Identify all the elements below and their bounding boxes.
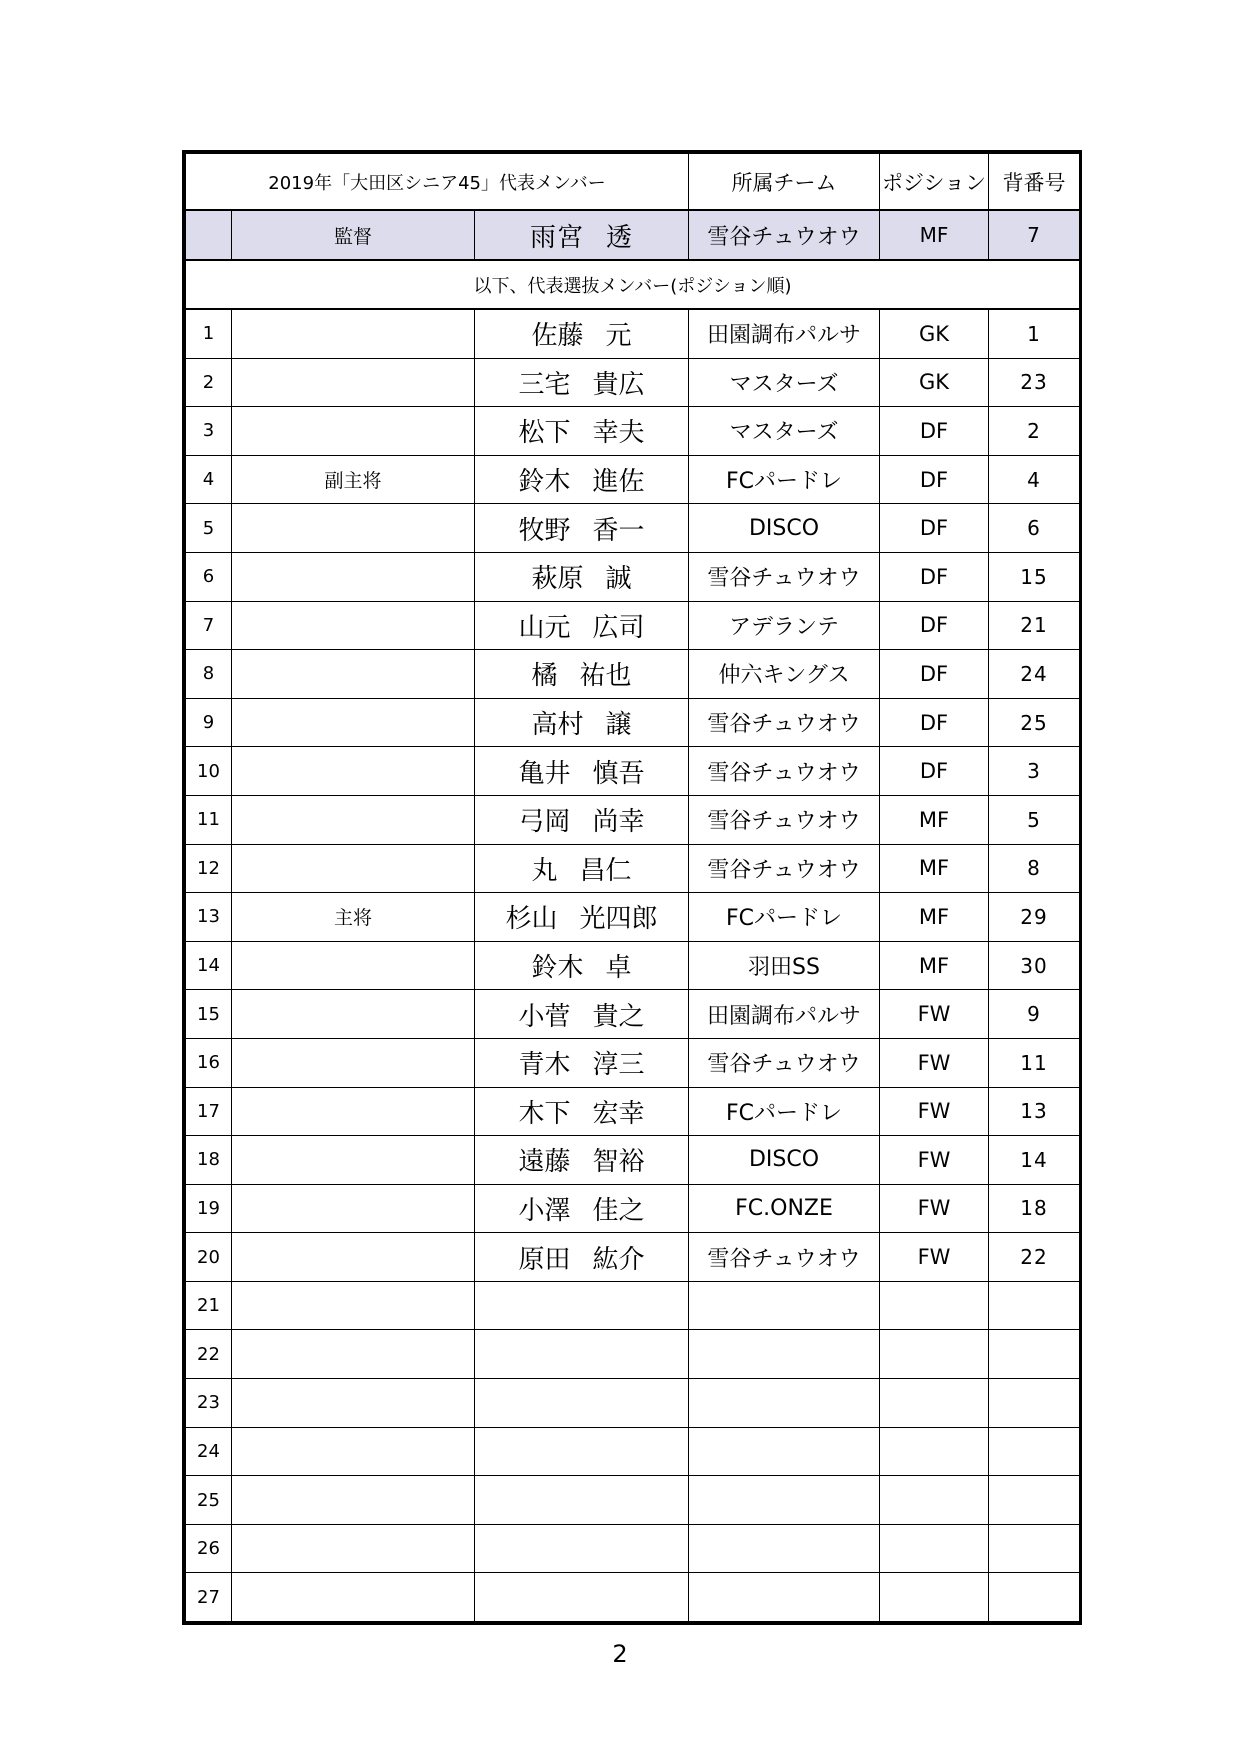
player-surname: 亀井 [518,758,571,789]
player-team [689,1573,880,1622]
player-number: 25 [989,698,1080,747]
player-index: 18 [186,1136,232,1185]
player-given-name: 慎吾 [592,758,645,789]
player-team: DISCO [689,1136,880,1185]
player-name [475,650,689,699]
player-surname: 三宅 [518,369,571,400]
player-number [989,1573,1080,1622]
player-team: 雪谷チュウオウ [689,1233,880,1282]
player-index: 9 [186,698,232,747]
player-role [232,1573,475,1622]
player-given-name: 香一 [592,515,645,546]
player-position [880,1330,989,1379]
player-given-name: 昌仁 [579,855,632,886]
table-row [186,1136,1080,1185]
player-role [232,1136,475,1185]
player-index: 21 [186,1281,232,1330]
table-row [186,407,1080,456]
player-name [475,941,689,990]
coach-number: 7 [989,210,1080,260]
player-role [232,1184,475,1233]
player-team [689,1379,880,1428]
player-index: 11 [186,795,232,844]
player-number: 23 [989,358,1080,407]
player-team: 雪谷チュウオウ [689,795,880,844]
player-given-name: 幸夫 [592,418,645,449]
player-surname: 丸 [531,855,558,886]
player-number [989,1427,1080,1476]
player-number: 14 [989,1136,1080,1185]
player-number: 30 [989,941,1080,990]
table-row [186,1524,1080,1573]
player-given-name: 智裕 [592,1147,645,1178]
player-name [475,1184,689,1233]
player-team: 雪谷チュウオウ [689,698,880,747]
player-surname: 小澤 [518,1195,571,1226]
player-role [232,1427,475,1476]
player-surname: 佐藤 [531,321,584,352]
player-role [232,1087,475,1136]
player-team: 雪谷チュウオウ [689,1038,880,1087]
player-team [689,1330,880,1379]
player-position: FW [880,1038,989,1087]
player-team: マスターズ [689,358,880,407]
player-position: DF [880,747,989,796]
player-number: 6 [989,504,1080,553]
player-index: 6 [186,552,232,601]
player-name [475,504,689,553]
player-number: 5 [989,795,1080,844]
player-position: DF [880,650,989,699]
coach-index-cell [186,210,232,260]
player-number: 1 [989,309,1080,358]
player-given-name: 光四郎 [579,904,658,935]
player-team: 雪谷チュウオウ [689,747,880,796]
page-number: 2 [612,1640,628,1668]
player-role [232,309,475,358]
player-name [475,1524,689,1573]
table-row [186,1233,1080,1282]
player-number: 4 [989,455,1080,504]
player-surname: 橘 [531,661,558,692]
player-number [989,1281,1080,1330]
table-row [186,1087,1080,1136]
player-name [475,1573,689,1622]
player-given-name: 進佐 [592,467,645,498]
player-number: 24 [989,650,1080,699]
player-position [880,1573,989,1622]
player-name [475,844,689,893]
player-number: 9 [989,990,1080,1039]
player-surname: 高村 [531,710,584,741]
player-position: FW [880,1233,989,1282]
table-row [186,893,1080,942]
player-surname: 杉山 [505,904,558,935]
table-row [186,1330,1080,1379]
player-role [232,698,475,747]
player-surname: 青木 [518,1050,571,1081]
player-team: DISCO [689,504,880,553]
player-number [989,1476,1080,1525]
player-position: DF [880,698,989,747]
player-name [475,358,689,407]
coach-surname: 雨宮 [529,222,584,253]
player-team: FCパードレ [689,1087,880,1136]
player-name [475,407,689,456]
player-given-name: 譲 [605,710,632,741]
table-row [186,601,1080,650]
player-position: DF [880,407,989,456]
player-position [880,1476,989,1525]
player-team: 雪谷チュウオウ [689,844,880,893]
player-name [475,1233,689,1282]
coach-name [475,210,689,260]
player-role [232,650,475,699]
team-column-header: 所属チーム [689,154,880,211]
player-role [232,1524,475,1573]
player-role [232,941,475,990]
player-given-name: 佳之 [592,1195,645,1226]
player-team: 雪谷チュウオウ [689,552,880,601]
player-team: FC.ONZE [689,1184,880,1233]
player-role [232,795,475,844]
player-role [232,1476,475,1525]
player-index: 10 [186,747,232,796]
player-number: 15 [989,552,1080,601]
player-given-name: 広司 [592,612,645,643]
header-row [186,154,1080,211]
table-row [186,795,1080,844]
player-role [232,1281,475,1330]
player-position: FW [880,1184,989,1233]
table-row [186,504,1080,553]
player-role [232,990,475,1039]
player-name [475,1087,689,1136]
player-name [475,795,689,844]
player-position: FW [880,1136,989,1185]
table-row [186,990,1080,1039]
player-index: 26 [186,1524,232,1573]
position-column-header: ポジション [880,154,989,211]
player-number [989,1524,1080,1573]
player-index: 22 [186,1330,232,1379]
coach-row [186,210,1080,260]
player-index: 23 [186,1379,232,1428]
player-position: DF [880,552,989,601]
player-position: DF [880,455,989,504]
player-team: FCパードレ [689,455,880,504]
player-name [475,893,689,942]
player-team [689,1524,880,1573]
table-row [186,1038,1080,1087]
player-number: 22 [989,1233,1080,1282]
coach-position: MF [880,210,989,260]
player-position: FW [880,1087,989,1136]
table-row [186,941,1080,990]
table-row [186,698,1080,747]
player-name [475,698,689,747]
player-role [232,844,475,893]
player-name [475,1281,689,1330]
number-column-header: 背番号 [989,154,1080,211]
player-team: アデランテ [689,601,880,650]
player-name [475,1379,689,1428]
player-index: 24 [186,1427,232,1476]
player-surname: 遠藤 [518,1147,571,1178]
player-team [689,1427,880,1476]
table-row [186,1427,1080,1476]
player-position [880,1379,989,1428]
player-index: 4 [186,455,232,504]
player-position [880,1427,989,1476]
player-index: 25 [186,1476,232,1525]
table-row [186,1379,1080,1428]
player-surname: 弓岡 [518,807,571,838]
table-row [186,1184,1080,1233]
player-team: 羽田SS [689,941,880,990]
player-given-name: 宏幸 [592,1098,645,1129]
player-role [232,747,475,796]
roster-sheet [182,150,1082,1625]
player-position: MF [880,795,989,844]
player-index: 19 [186,1184,232,1233]
player-position: MF [880,941,989,990]
section-label: 以下、代表選抜メンバー(ポジション順) [186,260,1080,309]
player-given-name: 誠 [605,564,632,595]
section-row [186,260,1080,309]
player-name [475,455,689,504]
roster-table [185,153,1080,1622]
player-index: 20 [186,1233,232,1282]
player-number: 13 [989,1087,1080,1136]
player-index: 8 [186,650,232,699]
player-role [232,1330,475,1379]
player-given-name: 尚幸 [592,807,645,838]
player-surname: 原田 [518,1244,571,1275]
player-number: 2 [989,407,1080,456]
player-number: 29 [989,893,1080,942]
coach-given-name: 透 [606,222,634,253]
player-team: 田園調布パルサ [689,309,880,358]
player-role: 主将 [232,893,475,942]
player-surname: 小菅 [518,1001,571,1032]
player-index: 16 [186,1038,232,1087]
player-index: 5 [186,504,232,553]
player-position [880,1281,989,1330]
player-surname: 萩原 [531,564,584,595]
player-role [232,1233,475,1282]
player-surname: 鈴木 [531,953,584,984]
player-name [475,552,689,601]
player-name [475,1476,689,1525]
player-surname: 木下 [518,1098,571,1129]
table-row [186,358,1080,407]
table-row [186,552,1080,601]
table-row [186,844,1080,893]
player-number: 11 [989,1038,1080,1087]
player-given-name: 淳三 [592,1050,645,1081]
table-row [186,747,1080,796]
player-number [989,1379,1080,1428]
player-index: 2 [186,358,232,407]
player-name [475,1038,689,1087]
player-team: マスターズ [689,407,880,456]
player-given-name: 貴広 [592,369,645,400]
player-surname: 牧野 [518,515,571,546]
player-given-name: 貴之 [592,1001,645,1032]
table-row [186,1573,1080,1622]
player-position [880,1524,989,1573]
player-name [475,1136,689,1185]
player-position: MF [880,844,989,893]
player-name [475,601,689,650]
player-given-name: 祐也 [579,661,632,692]
player-name [475,747,689,796]
player-name [475,1427,689,1476]
player-team: 田園調布パルサ [689,990,880,1039]
player-given-name: 元 [605,321,632,352]
player-position: GK [880,309,989,358]
coach-team: 雪谷チュウオウ [689,210,880,260]
player-role [232,504,475,553]
player-number: 21 [989,601,1080,650]
coach-role: 監督 [232,210,475,260]
player-name [475,1330,689,1379]
player-role: 副主将 [232,455,475,504]
player-name [475,309,689,358]
table-row [186,1476,1080,1525]
player-role [232,1379,475,1428]
player-number: 18 [989,1184,1080,1233]
player-team [689,1281,880,1330]
player-index: 27 [186,1573,232,1622]
player-team: FCパードレ [689,893,880,942]
player-role [232,552,475,601]
player-position: DF [880,504,989,553]
player-position: MF [880,893,989,942]
roster-title: 2019年「大田区シニア45」代表メンバー [186,154,689,211]
player-surname: 鈴木 [518,467,571,498]
player-position: FW [880,990,989,1039]
player-role [232,1038,475,1087]
table-row [186,455,1080,504]
player-team [689,1476,880,1525]
table-row [186,650,1080,699]
player-role [232,407,475,456]
table-row [186,1281,1080,1330]
player-role [232,601,475,650]
player-position: GK [880,358,989,407]
player-number: 3 [989,747,1080,796]
player-index: 13 [186,893,232,942]
player-index: 17 [186,1087,232,1136]
player-given-name: 紘介 [592,1244,645,1275]
player-index: 3 [186,407,232,456]
player-team: 仲六キングス [689,650,880,699]
player-role [232,358,475,407]
player-given-name: 卓 [605,953,632,984]
table-row [186,309,1080,358]
player-surname: 山元 [518,612,571,643]
player-index: 14 [186,941,232,990]
player-position: DF [880,601,989,650]
player-index: 7 [186,601,232,650]
player-number: 8 [989,844,1080,893]
player-index: 12 [186,844,232,893]
player-number [989,1330,1080,1379]
player-surname: 松下 [518,418,571,449]
player-index: 15 [186,990,232,1039]
player-name [475,990,689,1039]
player-index: 1 [186,309,232,358]
